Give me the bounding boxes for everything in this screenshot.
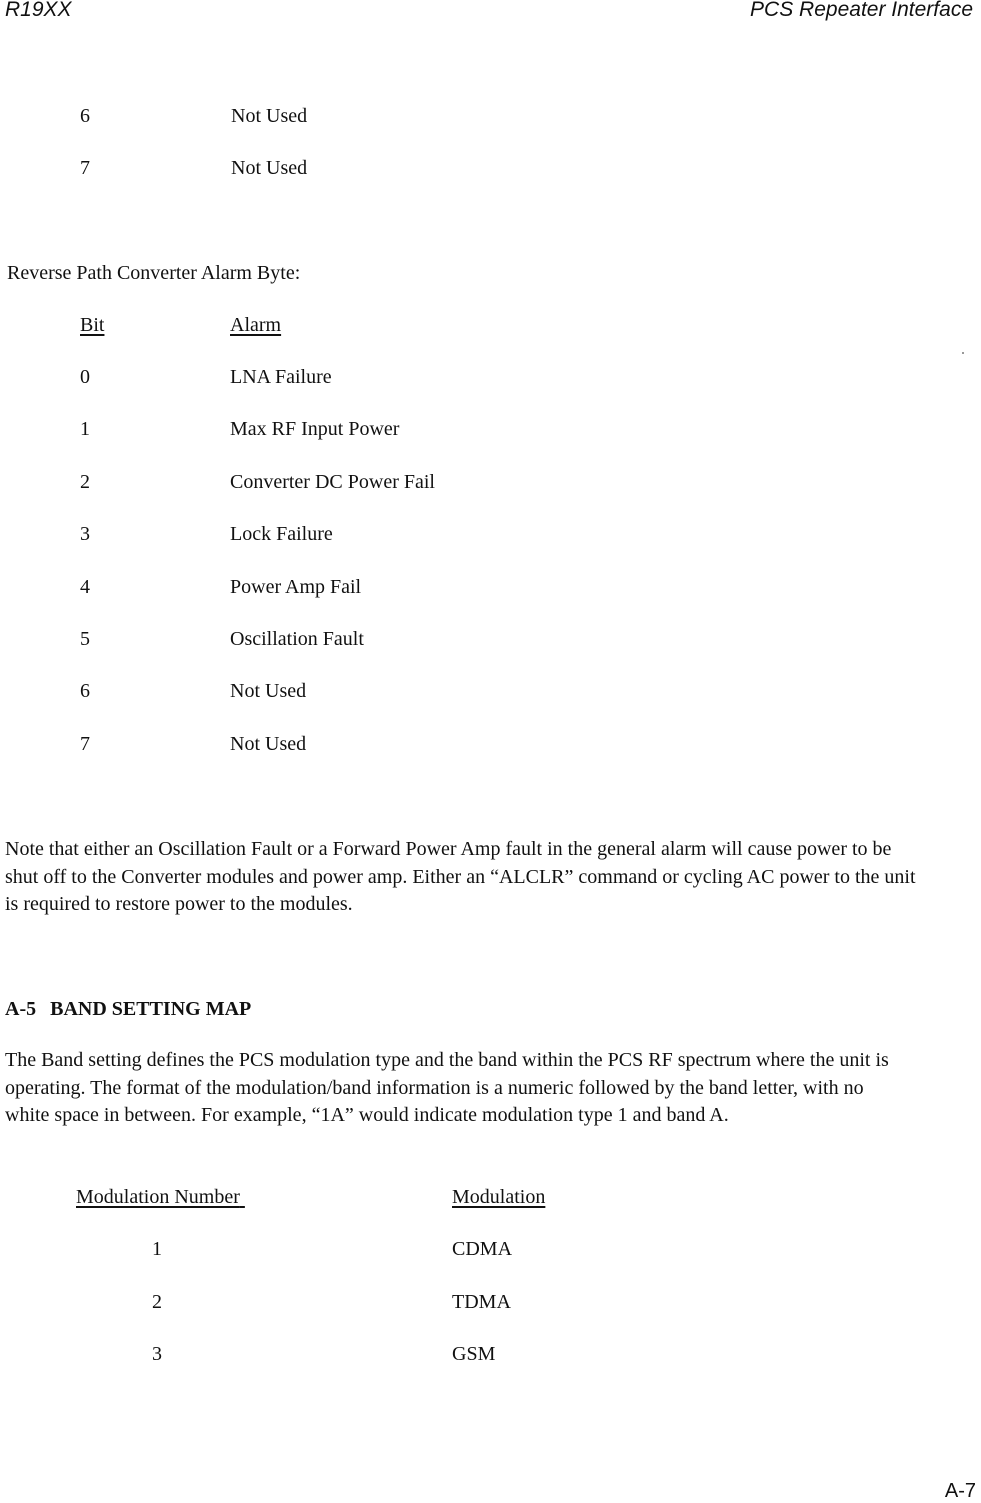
top-row-alarm: Not Used <box>231 105 308 127</box>
alarm-row-bit: 3 <box>80 523 90 545</box>
alarm-row-bit: 4 <box>80 576 90 598</box>
modulation-row-type: TDMA <box>452 1291 511 1313</box>
column-header-alarm: Alarm <box>230 314 282 336</box>
modulation-row-type: GSM <box>452 1343 496 1365</box>
section-heading <box>5 997 251 1021</box>
alarm-row-bit: 2 <box>80 471 90 493</box>
alarm-row-label: Not Used <box>230 680 307 702</box>
top-row-alarm: Not Used <box>231 157 308 179</box>
modulation-row-type: CDMA <box>452 1238 513 1260</box>
alarm-row-bit: 0 <box>80 366 90 388</box>
alarm-row-label: Oscillation Fault <box>230 628 364 650</box>
note-paragraph: Note that either an Oscillation Fault or a Forward Power Amp fault in the general alarm will cause power to be shut off to the Converter modules and power amp. Either an “ALCLR” command or cycling AC power to the unit is required to restore power to the modules. <box>5 838 916 915</box>
alarm-row-label: Power Amp Fail <box>230 576 362 598</box>
scan-speck <box>962 352 964 354</box>
band-paragraph: The Band setting defines the PCS modulation type and the band within the PCS RF spectrum where the unit is operating. The format of the modulation/band information is a numeric followed by the band letter, with no white space in between. For example, “1A” would indicate modulation type 1 and band A. <box>5 1049 889 1126</box>
alarm-row-label: Lock Failure <box>230 523 333 545</box>
column-header-modulation-number <box>76 1185 270 1209</box>
section-heading-number: A-5 <box>5 998 37 1020</box>
modulation-row-number: 3 <box>152 1343 162 1365</box>
alarm-row-bit: 7 <box>80 733 90 755</box>
alarm-row-bit: 1 <box>80 418 90 440</box>
alarm-row-label: Not Used <box>230 733 307 755</box>
alarm-row-label: LNA Failure <box>230 366 332 388</box>
header-left: R19XX <box>5 0 72 21</box>
alarm-row-bit: 5 <box>80 628 90 650</box>
underline-extension <box>240 1185 270 1209</box>
header-right: PCS Repeater Interface <box>750 0 973 21</box>
modulation-row-number: 2 <box>152 1291 162 1313</box>
page-number: A-7 <box>944 1480 976 1502</box>
column-header-bit: Bit <box>80 314 105 336</box>
alarm-row-label: Converter DC Power Fail <box>230 471 435 493</box>
alarm-row-label: Max RF Input Power <box>230 418 400 440</box>
modulation-row-number: 1 <box>152 1238 162 1260</box>
section-heading-title: BAND SETTING MAP <box>50 998 252 1020</box>
column-header-modulation: Modulation <box>452 1186 546 1208</box>
reverse-section-title: Reverse Path Converter Alarm Byte: <box>7 262 301 284</box>
top-row-bit: 7 <box>80 157 90 179</box>
alarm-row-bit: 6 <box>80 680 90 702</box>
top-row-bit: 6 <box>80 105 90 127</box>
column-header-modulation-number-label: Modulation Number <box>76 1186 240 1208</box>
